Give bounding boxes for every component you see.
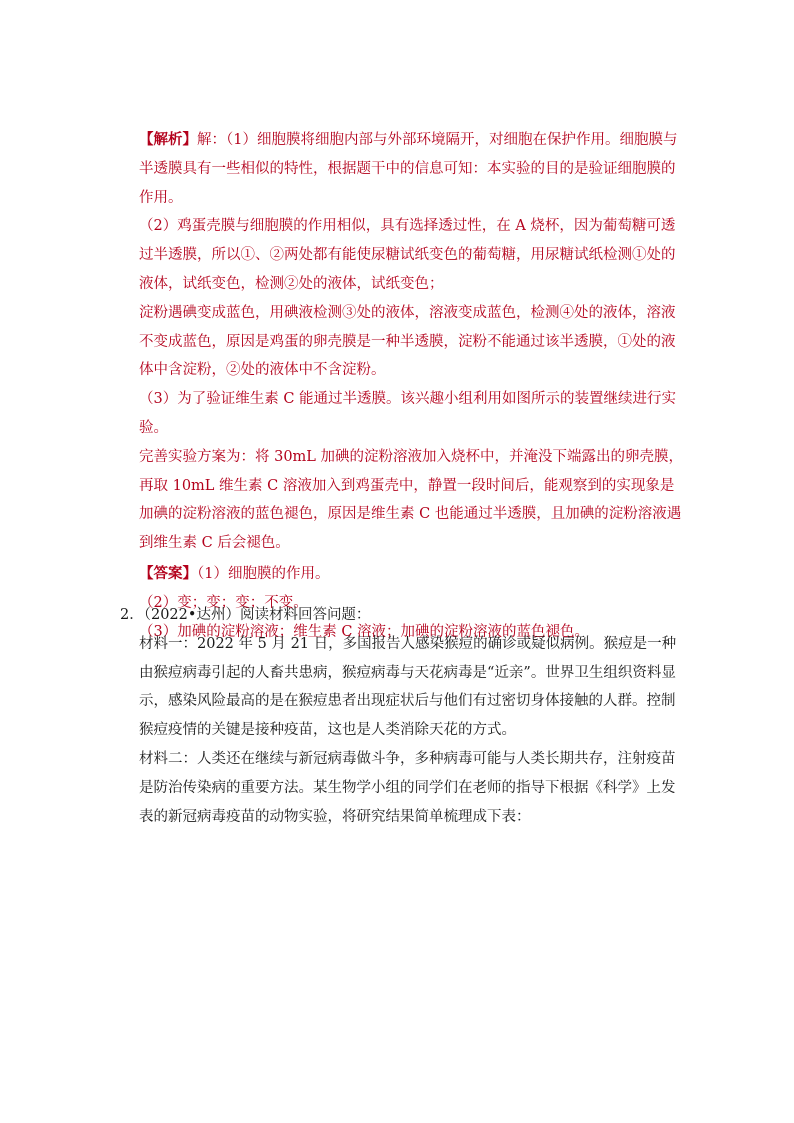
answer-para-1: 【答案】（1）细胞膜的作用。 — [139, 564, 330, 582]
material-1: 材料一：2022 年 5 月 21 日，多国报告人感染猴痘的确诊或疑似病例。猴痘是一种由猴痘病毒引起的人畜共患病，猴痘病毒与天花病毒是“近亲”。世界卫生组织资料显示，感染风险最高的是在猴痘患者出现症状后与他们有过密切身体接触的人群。控制猴痘疫情的关键是接种疫苗，这也是人类消除天花的方式。 — [139, 635, 677, 739]
analysis-para-3: 淀粉遇碘变成蓝色，用碘液检测③处的液体，溶液变成蓝色，检测④处的液体，溶液不变成蓝色，原因是鸡蛋的卵壳膜是一种半透膜，淀粉不能通过该半透膜，①处的液体中含淀粉，②处的液体中不含淀粉。 — [139, 304, 676, 379]
answer-para-2: （2）变；变；变；不变。 — [139, 594, 308, 611]
material-2: 材料二：人类还在继续与新冠病毒做斗争，多种病毒可能与人类长期共存，注射疫苗是防治传染病的重要方法。某生物学小组的同学们在老师的指导下根据《科学》上发表的新冠病毒疫苗的动物实验，将研究结果简单梳理成下表： — [139, 750, 676, 825]
analysis-para-1: 【解析】解：（1）细胞膜将细胞内部与外部环境隔开，对细胞在保护作用。细胞膜与半透膜具有一些相似的特性，根据题干中的信息可知：本实验的目的是验证细胞膜的作用。 — [139, 131, 678, 206]
analysis-para-5: 完善实验方案为：将 30mL 加碘的淀粉溶液加入烧杯中，并淹没下端露出的卵壳膜，再取 10mL 维生素 C 溶液加入到鸡蛋壳中，静置一段时间后，能观察到的实现象是加碘的淀粉溶液的蓝色褪色，原因是维生素 C 也能通过半透膜，且加碘的淀粉溶液遇到维生素 C 后会褪色。 — [139, 448, 684, 552]
answer-para-3: （3）加碘的淀粉溶液；维生素 C 溶液；加碘的淀粉溶液的蓝色褪色。 — [139, 623, 590, 640]
analysis-section — [139, 126, 687, 646]
question-2 — [120, 601, 688, 831]
question-2-heading: 2．（2022•达州）阅读材料回答问题： — [120, 607, 371, 623]
analysis-para-2: （2）鸡蛋壳膜与细胞膜的作用相似，具有选择透过性，在 A 烧杯，因为葡萄糖可透过半透膜，所以①、②两处都有能使尿糖试纸变色的葡萄糖，用尿糖试纸检测①处的液体，试纸变色，检测②处的液体，试纸变色； — [139, 218, 676, 292]
analysis-tag: 【解析】 — [139, 131, 197, 148]
question-2-materials — [120, 630, 688, 832]
answer-tag: 【答案】 — [139, 564, 197, 582]
analysis-para-4: （3）为了验证维生素 C 能通过半透膜。该兴趣小组利用如图所示的装置继续进行实验。 — [139, 391, 677, 436]
